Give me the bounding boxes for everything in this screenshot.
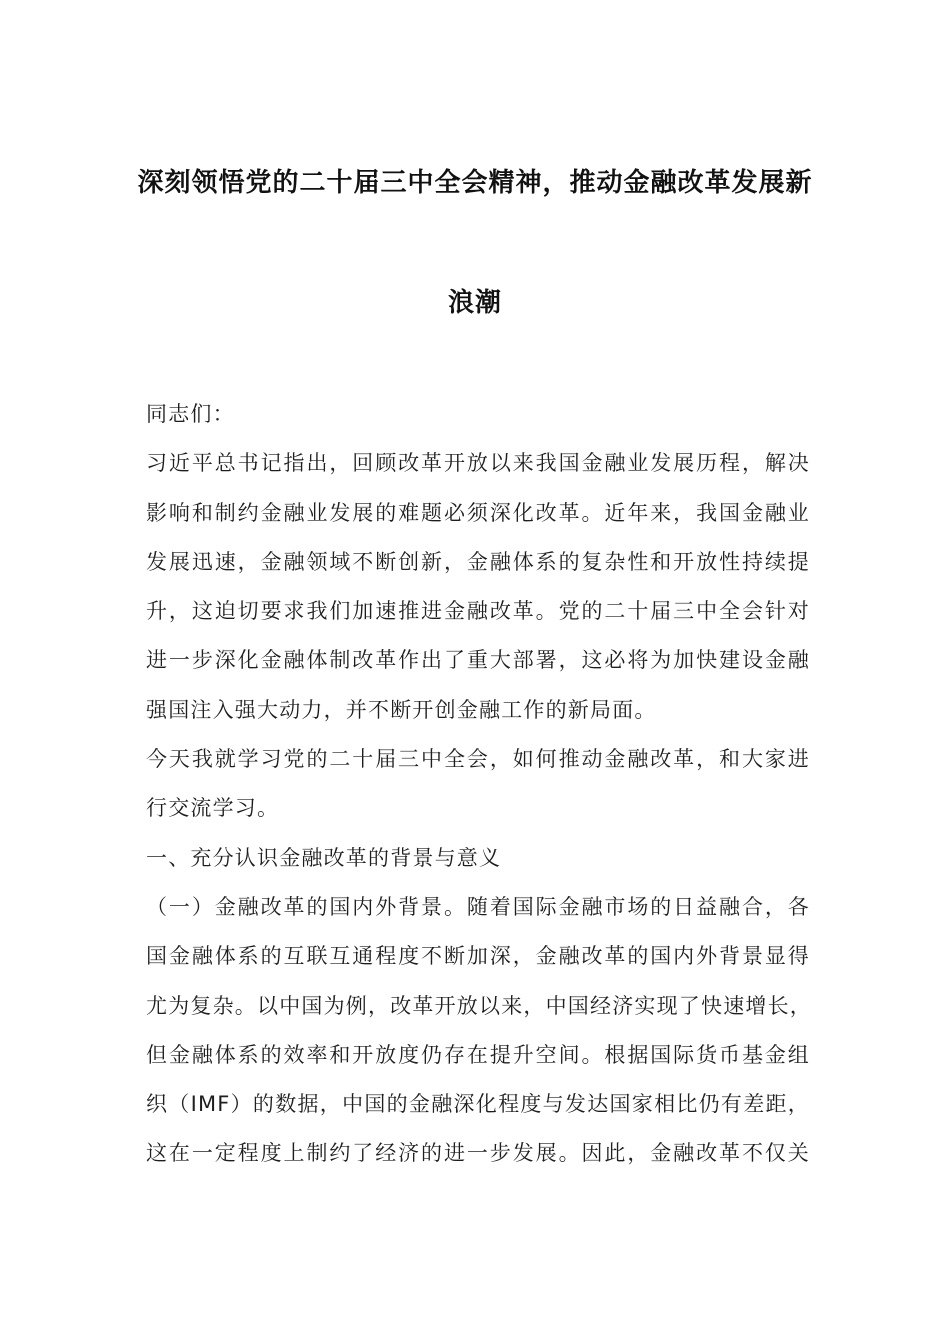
paragraph-line: 尤为复杂。以中国为例，改革开放以来，中国经济实现了快速增长， — [146, 993, 812, 1018]
paragraph-line: 织（IMF）的数据，中国的金融深化程度与发达国家相比仍有差距， — [146, 1092, 810, 1117]
paragraph-line: 升，这迫切要求我们加速推进金融改革。党的二十届三中全会针对 — [146, 599, 810, 624]
paragraph-line: 习近平总书记指出，回顾改革开放以来我国金融业发展历程，解决 — [146, 451, 810, 476]
paragraph-line: 但金融体系的效率和开放度仍存在提升空间。根据国际货币基金组 — [146, 1042, 810, 1067]
paragraph-line: （一）金融改革的国内外背景。随着国际金融市场的日益融合，各 — [146, 894, 810, 919]
paragraph-line: 国金融体系的互联互通程度不断加深，金融改革的国内外背景显得 — [146, 944, 810, 969]
document-body — [146, 398, 810, 1187]
document-title-line-2: 浪潮 — [447, 288, 502, 318]
salutation: 同志们： — [146, 402, 235, 426]
document-title-line-1: 深刻领悟党的二十届三中全会精神，推动金融改革发展新 — [137, 168, 813, 198]
paragraph-line: 今天我就学习党的二十届三中全会，如何推动金融改革，和大家进 — [146, 747, 810, 772]
paragraph-line: 这在一定程度上制约了经济的进一步发展。因此，金融改革不仅关 — [146, 1141, 810, 1166]
paragraph-line: 行交流学习。 — [146, 796, 280, 821]
paragraph-line: 影响和制约金融业发展的难题必须深化改革。近年来，我国金融业 — [146, 500, 810, 525]
section-heading: 一、充分认识金融改革的背景与意义 — [146, 845, 502, 870]
paragraph-line: 强国注入强大动力，并不断开创金融工作的新局面。 — [146, 697, 657, 722]
paragraph-line: 进一步深化金融体制改革作出了重大部署，这必将为加快建设金融 — [146, 648, 810, 673]
paragraph-line: 发展迅速，金融领域不断创新，金融体系的复杂性和开放性持续提 — [146, 549, 810, 574]
